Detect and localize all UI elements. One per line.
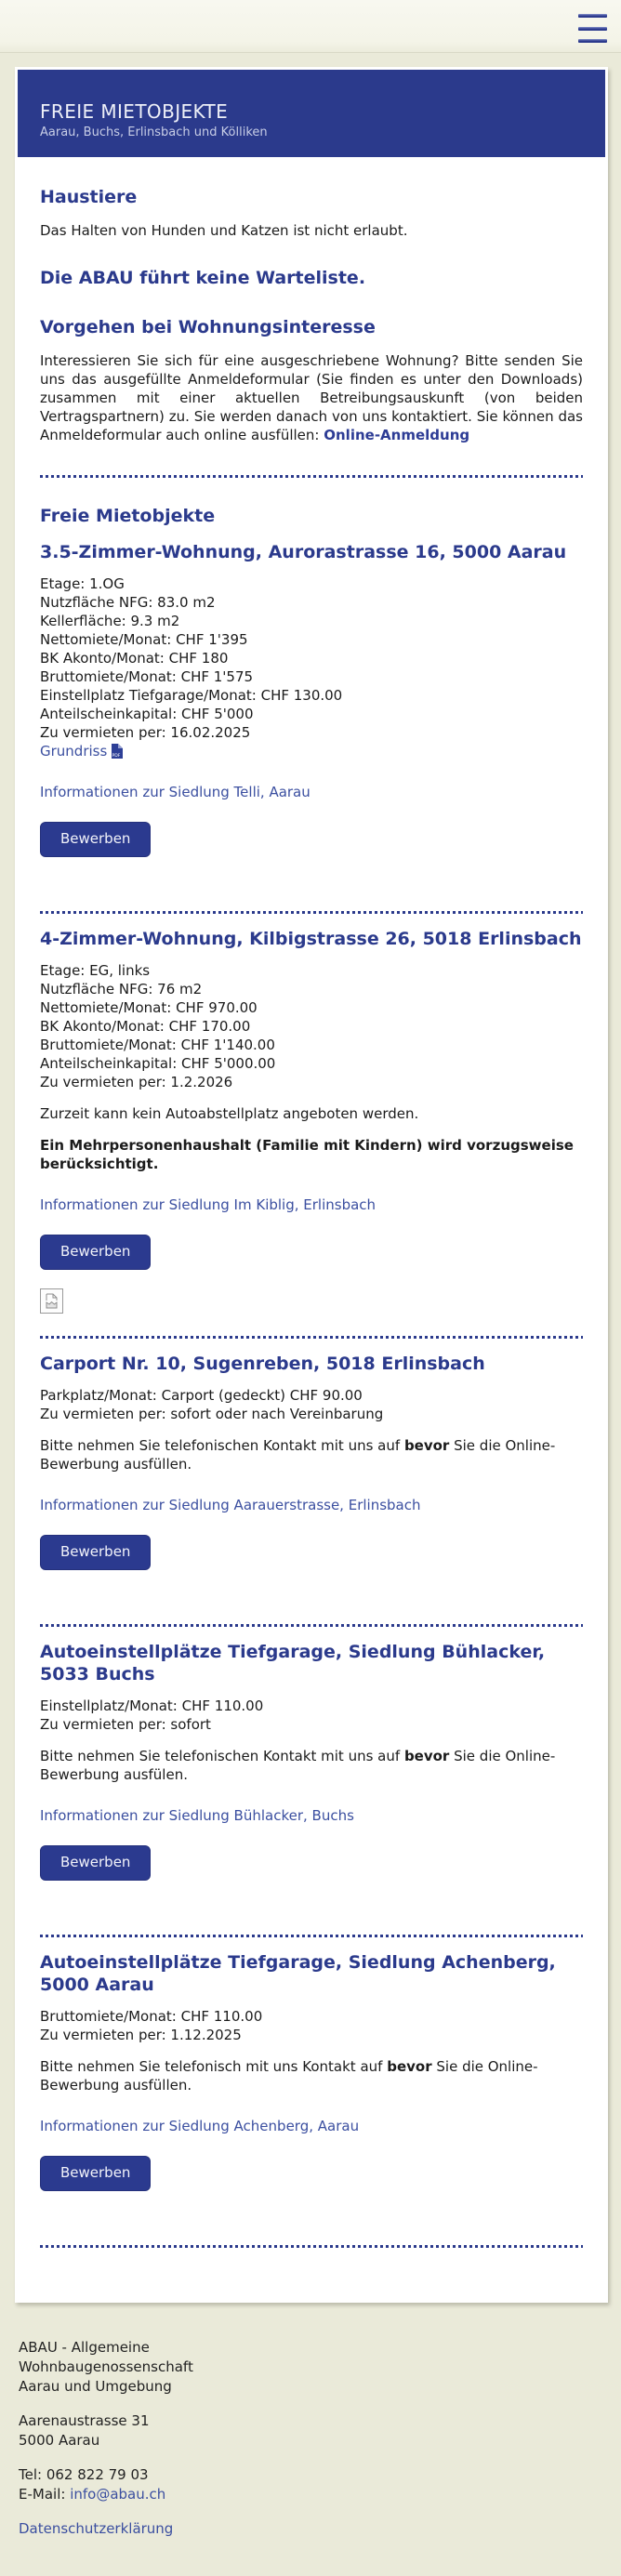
listing-title-aurorastrasse: 3.5-Zimmer-Wohnung, Aurorastrasse 16, 5000 Aarau bbox=[40, 542, 567, 562]
listing-details bbox=[40, 2007, 583, 2044]
dotted-separator bbox=[40, 1935, 583, 1937]
footer-org-line: Wohnbaugenossenschaft bbox=[19, 2358, 193, 2375]
priority-note: Ein Mehrpersonenhaushalt (Familie mit Kindern) wird vorzugsweise berücksichtigt. bbox=[40, 1137, 574, 1172]
haustiere-text: Das Halten von Hunden und Katzen ist nicht erlaubt. bbox=[40, 222, 408, 239]
siedlung-info-link-achenberg[interactable]: Informationen zur Siedlung Achenberg, Aarau bbox=[40, 2118, 360, 2134]
main-content bbox=[18, 157, 605, 2300]
detail-line: Bruttomiete/Monat: CHF 110.00 bbox=[40, 2008, 263, 2025]
footer-address-line: 5000 Aarau bbox=[19, 2432, 100, 2449]
pdf-icon bbox=[111, 744, 123, 759]
email-link[interactable]: info@abau.ch bbox=[70, 2486, 166, 2503]
bewerben-button-3[interactable]: Bewerben bbox=[40, 1535, 151, 1570]
listing-title-carport-sugenreben: Carport Nr. 10, Sugenreben, 5018 Erlinsbach bbox=[40, 1354, 485, 1374]
menu-bar bbox=[578, 27, 607, 31]
dotted-separator bbox=[40, 475, 583, 478]
detail-line: BK Akonto/Monat: CHF 170.00 bbox=[40, 1018, 251, 1035]
footer-org bbox=[19, 2338, 602, 2397]
siedlung-info-link-buehlacker[interactable]: Informationen zur Siedlung Bühlacker, Buchs bbox=[40, 1807, 354, 1824]
grundriss-line bbox=[40, 742, 583, 760]
detail-line: Einstellplatz Tiefgarage/Monat: CHF 130.00 bbox=[40, 687, 343, 704]
parking-note: Zurzeit kann kein Autoabstellplatz angeboten werden. bbox=[40, 1105, 419, 1122]
grundriss-link[interactable]: Grundriss bbox=[40, 743, 108, 760]
detail-line: BK Akonto/Monat: CHF 180 bbox=[40, 650, 229, 667]
phone-note-pre: Bitte nehmen Sie telefonischen Kontakt mit uns auf bbox=[40, 1748, 404, 1764]
detail-line: Etage: EG, links bbox=[40, 962, 151, 979]
dotted-separator bbox=[40, 2245, 583, 2248]
topbar bbox=[0, 0, 621, 53]
button-row bbox=[40, 2156, 583, 2191]
privacy-link[interactable]: Datenschutzerklärung bbox=[19, 2520, 174, 2537]
bewerben-button-4[interactable]: Bewerben bbox=[40, 1845, 151, 1881]
phone-note-bold: bevor bbox=[403, 1748, 450, 1764]
heading-vorgehen: Vorgehen bei Wohnungsinteresse bbox=[40, 317, 376, 337]
detail-line: Zu vermieten per: sofort oder nach Vereinbarung bbox=[40, 1406, 384, 1422]
listing-details bbox=[40, 961, 583, 1091]
listing-title-kilbigstrasse: 4-Zimmer-Wohnung, Kilbigstrasse 26, 5018 Erlinsbach bbox=[40, 929, 582, 949]
siedlung-info-link-aarauerstrasse[interactable]: Informationen zur Siedlung Aarauerstrasse, Erlinsbach bbox=[40, 1497, 421, 1513]
phone-note-bold: bevor bbox=[403, 1437, 450, 1454]
detail-line: Zu vermieten per: 1.12.2025 bbox=[40, 2027, 242, 2043]
dotted-separator bbox=[40, 911, 583, 914]
hamburger-menu-icon[interactable] bbox=[578, 14, 607, 43]
detail-line: Nutzfläche NFG: 76 m2 bbox=[40, 981, 203, 997]
button-row bbox=[40, 1845, 583, 1881]
menu-bar bbox=[578, 39, 607, 43]
button-row bbox=[40, 1235, 583, 1270]
footer-email-line bbox=[19, 2485, 602, 2504]
heading-haustiere: Haustiere bbox=[40, 187, 138, 207]
broken-image-icon bbox=[40, 1288, 63, 1314]
listing-details bbox=[40, 1386, 583, 1423]
phone-note-pre: Bitte nehmen Sie telefonisch mit uns Kontakt auf bbox=[40, 2058, 388, 2075]
listing-title-buehlacker: Autoeinstellplätze Tiefgarage, Siedlung Bühlacker, 5033 Buchs bbox=[40, 1642, 546, 1684]
detail-line: Einstellplatz/Monat: CHF 110.00 bbox=[40, 1698, 264, 1714]
detail-line: Bruttomiete/Monat: CHF 1'140.00 bbox=[40, 1037, 275, 1053]
dotted-separator bbox=[40, 1336, 583, 1339]
phone-note-pre: Bitte nehmen Sie telefonischen Kontakt mit uns auf bbox=[40, 1437, 404, 1454]
info-row bbox=[40, 1806, 583, 1825]
detail-line: Parkplatz/Monat: Carport (gedeckt) CHF 90.00 bbox=[40, 1387, 363, 1404]
detail-line: Nettomiete/Monat: CHF 1'395 bbox=[40, 631, 248, 648]
footer-privacy bbox=[19, 2519, 602, 2539]
info-row bbox=[40, 1196, 583, 1214]
phone-note-bold: bevor bbox=[387, 2058, 432, 2075]
info-row bbox=[40, 1496, 583, 1514]
page-footer bbox=[0, 2303, 621, 2576]
vorgehen-paragraph bbox=[40, 351, 583, 444]
info-row bbox=[40, 783, 583, 801]
phone-note bbox=[40, 2057, 583, 2094]
phone-note-post: Sie die Online-Bewerbung ausfülen. bbox=[40, 1748, 556, 1783]
phone-note-post: Sie die Online-Bewerbung ausfüllen. bbox=[40, 2058, 538, 2094]
button-row bbox=[40, 1535, 583, 1570]
siedlung-info-link-telli[interactable]: Informationen zur Siedlung Telli, Aarau bbox=[40, 784, 310, 800]
broken-page-glyph bbox=[45, 1293, 59, 1310]
heading-freie-mietobjekte: Freie Mietobjekte bbox=[40, 506, 216, 526]
menu-bar bbox=[578, 14, 607, 18]
detail-line: Kellerfläche: 9.3 m2 bbox=[40, 613, 180, 629]
page-title: FREIE MIETOBJEKTE bbox=[40, 100, 229, 123]
bewerben-button-5[interactable]: Bewerben bbox=[40, 2156, 151, 2191]
detail-line: Anteilscheinkapital: CHF 5'000 bbox=[40, 706, 254, 722]
phone-note bbox=[40, 1747, 583, 1784]
online-anmeldung-link[interactable]: Online-Anmeldung bbox=[324, 427, 470, 443]
footer-org-line: ABAU - Allgemeine bbox=[19, 2339, 150, 2356]
bewerben-button-2[interactable]: Bewerben bbox=[40, 1235, 151, 1270]
footer-email-label: E-Mail: bbox=[19, 2486, 71, 2503]
button-row bbox=[40, 822, 583, 857]
detail-line: Bruttomiete/Monat: CHF 1'575 bbox=[40, 668, 254, 685]
main-card bbox=[15, 67, 608, 2303]
info-row bbox=[40, 2117, 583, 2135]
phone-note bbox=[40, 1436, 583, 1473]
vorgehen-text: Interessieren Sie sich für eine ausgeschriebene Wohnung? Bitte senden Sie uns das ausgefüllte Anmeldeformular (Sie finden es unter den Downloads) zusammen mit einer aktuellen Betreibungsauskunft (von beiden Vertragspartnern) zu. Sie werden danach von uns kontaktiert. Sie können das Anmeldeformular auch online ausfüllen: bbox=[40, 352, 583, 443]
detail-line: Anteilscheinkapital: CHF 5'000.00 bbox=[40, 1055, 276, 1072]
dotted-separator bbox=[40, 1624, 583, 1627]
siedlung-info-link-im-kiblig[interactable]: Informationen zur Siedlung Im Kiblig, Erlinsbach bbox=[40, 1196, 377, 1213]
listing-title-achenberg: Autoeinstellplätze Tiefgarage, Siedlung Achenberg, 5000 Aarau bbox=[40, 1952, 556, 1995]
listing-details bbox=[40, 1697, 583, 1734]
heading-warteliste: Die ABAU führt keine Warteliste. bbox=[40, 268, 366, 288]
detail-line: Nutzfläche NFG: 83.0 m2 bbox=[40, 594, 216, 611]
detail-line: Etage: 1.OG bbox=[40, 575, 125, 592]
footer-address bbox=[19, 2411, 602, 2451]
phone-note-post: Sie die Online-Bewerbung ausfüllen. bbox=[40, 1437, 556, 1473]
listing-details bbox=[40, 575, 583, 742]
bewerben-button-1[interactable]: Bewerben bbox=[40, 822, 151, 857]
detail-line: Nettomiete/Monat: CHF 970.00 bbox=[40, 999, 258, 1016]
detail-line: Zu vermieten per: 1.2.2026 bbox=[40, 1074, 233, 1090]
footer-tel: Tel: 062 822 79 03 bbox=[19, 2466, 149, 2483]
page-subtitle: Aarau, Buchs, Erlinsbach und Kölliken bbox=[40, 125, 268, 139]
footer-org-line: Aarau und Umgebung bbox=[19, 2378, 172, 2395]
page-header bbox=[18, 70, 605, 157]
footer-contact bbox=[19, 2465, 602, 2504]
detail-line: Zu vermieten per: sofort bbox=[40, 1716, 211, 1733]
svg-text:PDF: PDF bbox=[112, 754, 121, 759]
detail-line: Zu vermieten per: 16.02.2025 bbox=[40, 724, 251, 741]
footer-address-line: Aarenaustrasse 31 bbox=[19, 2412, 150, 2429]
